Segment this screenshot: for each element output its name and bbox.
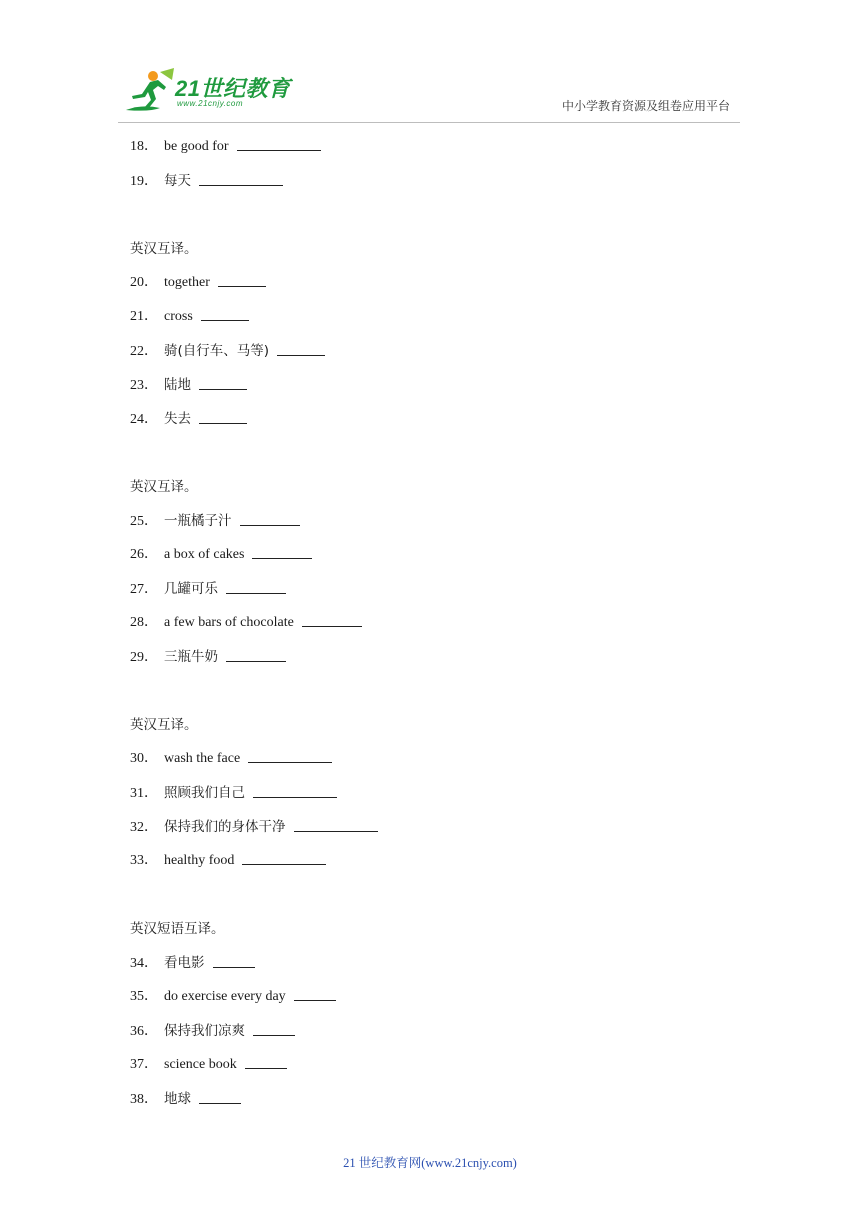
- answer-blank[interactable]: [226, 647, 286, 662]
- answer-blank[interactable]: [199, 409, 247, 424]
- question-number: 22．: [130, 344, 158, 359]
- section-title: 英汉互译。: [130, 479, 198, 495]
- answer-blank[interactable]: [218, 272, 266, 287]
- question-text: together: [164, 275, 210, 290]
- page-footer[interactable]: 21 世纪教育网(www.21cnjy.com): [343, 1156, 517, 1170]
- question-item: [130, 402, 730, 436]
- question-item: [130, 164, 730, 198]
- question-item: [130, 980, 730, 1014]
- section: [130, 232, 730, 436]
- question-number: 38．: [130, 1092, 158, 1107]
- answer-blank[interactable]: [240, 511, 300, 526]
- question-text: 几罐可乐: [164, 581, 218, 597]
- question-number: 32．: [130, 820, 158, 835]
- question-text: science book: [164, 1057, 237, 1072]
- header-divider: [118, 122, 740, 123]
- question-item: [130, 368, 730, 402]
- question-text: a few bars of chocolate: [164, 615, 294, 630]
- question-text: cross: [164, 309, 193, 324]
- answer-blank[interactable]: [302, 612, 362, 627]
- question-item: [130, 1014, 730, 1048]
- section-title: 英汉短语互译。: [130, 921, 225, 937]
- question-number: 29．: [130, 650, 158, 665]
- question-number: 23．: [130, 378, 158, 393]
- question-text: 照顾我们自己: [164, 785, 245, 801]
- question-item: [130, 538, 730, 572]
- question-text: 陆地: [164, 377, 191, 393]
- question-number: 24．: [130, 412, 158, 427]
- question-item: [130, 334, 730, 368]
- question-number: 26．: [130, 547, 158, 562]
- question-text: 每天: [164, 173, 191, 189]
- answer-blank[interactable]: [199, 375, 247, 390]
- question-number: 20．: [130, 275, 158, 290]
- question-text: 地球: [164, 1091, 191, 1107]
- question-item: [130, 946, 730, 980]
- question-number: 18．: [130, 139, 158, 154]
- question-text: 保持我们的身体干净: [164, 819, 286, 835]
- question-number: 21．: [130, 309, 158, 324]
- answer-blank[interactable]: [226, 579, 286, 594]
- answer-blank[interactable]: [294, 817, 378, 832]
- question-number: 31．: [130, 786, 158, 801]
- question-item: [130, 1048, 730, 1082]
- answer-blank[interactable]: [253, 783, 337, 798]
- question-text: do exercise every day: [164, 989, 286, 1004]
- question-number: 36．: [130, 1024, 158, 1039]
- spacer: [130, 436, 730, 470]
- question-number: 27．: [130, 582, 158, 597]
- answer-blank[interactable]: [237, 136, 321, 151]
- question-item: [130, 266, 730, 300]
- question-number: 35．: [130, 989, 158, 1004]
- question-item: [130, 130, 730, 164]
- question-number: 19．: [130, 174, 158, 189]
- answer-blank[interactable]: [252, 544, 312, 559]
- question-text: 保持我们凉爽: [164, 1023, 245, 1039]
- question-text: 失去: [164, 411, 191, 427]
- question-text: 三瓶牛奶: [164, 649, 218, 665]
- answer-blank[interactable]: [248, 748, 332, 763]
- question-text: a box of cakes: [164, 547, 245, 562]
- answer-blank[interactable]: [242, 850, 326, 865]
- question-number: 37．: [130, 1057, 158, 1072]
- question-number: 28．: [130, 615, 158, 630]
- answer-blank[interactable]: [277, 341, 325, 356]
- answer-blank[interactable]: [245, 1054, 287, 1069]
- logo-text: 21世纪教育: [175, 76, 291, 101]
- section: [130, 912, 730, 1116]
- question-item: [130, 640, 730, 674]
- question-item: [130, 810, 730, 844]
- question-item: [130, 572, 730, 606]
- answer-blank[interactable]: [199, 171, 283, 186]
- answer-blank[interactable]: [213, 953, 255, 968]
- question-item: [130, 1082, 730, 1116]
- spacer: [130, 198, 730, 232]
- question-number: 33．: [130, 853, 158, 868]
- answer-blank[interactable]: [201, 306, 249, 321]
- section-title: 英汉互译。: [130, 241, 198, 257]
- answer-blank[interactable]: [253, 1021, 295, 1036]
- answer-blank[interactable]: [294, 986, 336, 1001]
- question-number: 25．: [130, 514, 158, 529]
- question-item: [130, 742, 730, 776]
- question-text: 看电影: [164, 955, 205, 971]
- spacer: [130, 878, 730, 912]
- section: [130, 470, 730, 674]
- worksheet-content: [130, 130, 730, 1116]
- question-text: 一瓶橘子汁: [164, 513, 232, 529]
- section-title: 英汉互译。: [130, 717, 198, 733]
- question-text: wash the face: [164, 751, 241, 766]
- runner-logo-icon: [120, 66, 180, 116]
- answer-blank[interactable]: [199, 1089, 241, 1104]
- page-header: [0, 0, 860, 130]
- section: [130, 130, 730, 198]
- spacer: [130, 674, 730, 708]
- site-logo[interactable]: [120, 66, 295, 116]
- question-item: [130, 300, 730, 334]
- question-text: be good for: [164, 139, 229, 154]
- question-text: healthy food: [164, 853, 235, 868]
- question-text: 骑(自行车、马等): [164, 343, 270, 359]
- question-item: [130, 606, 730, 640]
- question-number: 30．: [130, 751, 158, 766]
- question-number: 34．: [130, 956, 158, 971]
- section: [130, 708, 730, 878]
- question-item: [130, 776, 730, 810]
- platform-tagline: 中小学教育资源及组卷应用平台: [561, 99, 730, 113]
- logo-subtext: www.21cnjy.com: [177, 99, 243, 108]
- question-item: [130, 504, 730, 538]
- question-item: [130, 844, 730, 878]
